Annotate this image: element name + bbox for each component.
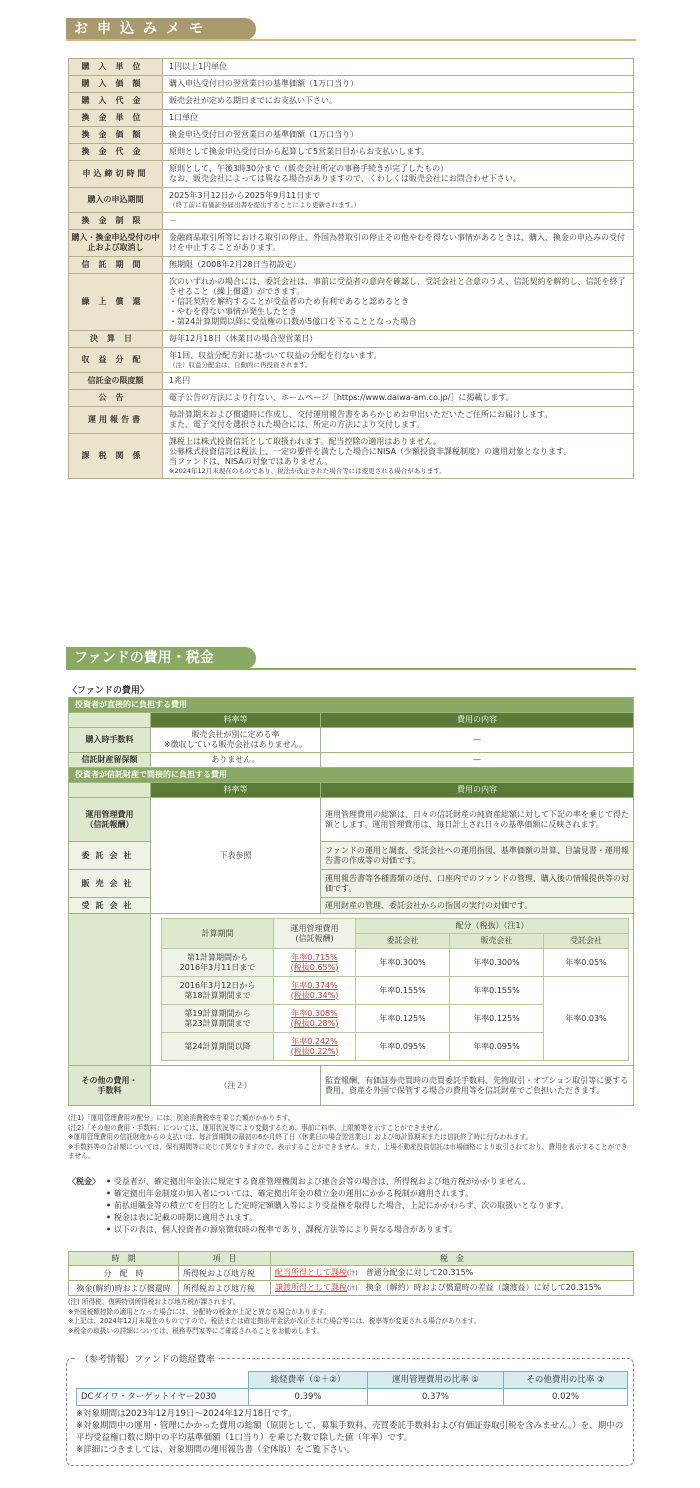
distributor-label: 販売会社: [69, 870, 151, 898]
memo-key: 換金制限: [69, 213, 163, 230]
memo-row: [69, 373, 634, 390]
memo-value-line: 原則として換金申込受付日から起算して5営業日目からお支払いします。: [169, 147, 430, 156]
memo-row: [69, 76, 634, 93]
memo-title-underline: [66, 39, 636, 41]
memo-value: [163, 331, 634, 348]
memo-value-line: －: [169, 216, 177, 225]
purchase-fee-label: 購入時手数料: [69, 728, 151, 753]
memo-value-line: 1兆円: [169, 376, 191, 385]
memo-row: [69, 127, 634, 144]
trustee-content: 運用財産の管理、委託会社からの指図の実行の対価です。: [321, 898, 634, 914]
memo-row: [69, 93, 634, 110]
memo-key: 購入代金: [69, 93, 163, 110]
memo-row: [69, 434, 634, 479]
tax-note: ※税金の取扱いの詳細については、税務専門家等にご確認されることをお勧めします。: [68, 1326, 324, 1335]
retention-content: —: [321, 753, 634, 768]
col-content-2: 費用の内容: [321, 783, 634, 798]
inner-mgmt: 年率0.308% (税抜0.28%): [274, 1005, 356, 1033]
memo-key: 信託金の限度額: [69, 373, 163, 390]
memo-value-note: ※2024年12月末現在のものであり、税法が改正された場合等には変更される場合があります。: [169, 467, 446, 475]
inner-consignor: 年率0.125%: [356, 1005, 450, 1033]
tax-bullet: [106, 1176, 569, 1188]
memo-row: [69, 59, 634, 76]
memo-key: 決算日: [69, 331, 163, 348]
memo-value-line: また、電子交付を選択された場合には、所定の方法により交付します。: [169, 420, 425, 429]
memo-row: [69, 213, 634, 230]
memo-value-line: ・第24計算期間以降に受益権の口数が5億口を下ることとなった場合: [169, 317, 417, 326]
memo-key: 信託期間: [69, 257, 163, 274]
ref-h-total: 総経費率（①＋②）: [249, 1372, 368, 1389]
tax-section: [68, 1176, 634, 1236]
fee-note: ※運用管理費用の信託財産からの支払いは、毎計算期間の最初の6か月終了日（休業日の場合翌営業日）および毎計算期末または信託終了時に行なわれます。: [68, 1133, 533, 1141]
memo-row: [69, 331, 634, 348]
memo-value: [163, 76, 634, 93]
memo-value: [163, 188, 634, 213]
consignor-label: 委託会社: [69, 842, 151, 870]
memo-value: [163, 390, 634, 407]
memo-key: 収益分配: [69, 348, 163, 373]
inner-consignor: 年率0.300%: [356, 949, 450, 977]
tax-bullet-text: 確定拠出年金制度の加入者については、確定拠出年金の積立金の運用にかかる税制が適用されます。: [113, 1189, 474, 1198]
memo-key: 運用報告書: [69, 407, 163, 434]
memo-key: 購入・換金申込受付の中止および取消し: [69, 230, 163, 257]
bullet-dot: •: [106, 1177, 114, 1186]
ref-note: ※詳細につきましては、対象期間の運用報告書（全体版）をご覧下さい。: [76, 1445, 355, 1455]
bullet-dot: •: [106, 1201, 114, 1210]
fees-subtitle: 〈ファンドの費用〉: [68, 686, 149, 696]
trustee-label: 受託会社: [69, 898, 151, 914]
fees-notes: [68, 1114, 634, 1162]
memo-key: 申込締切時間: [69, 161, 163, 188]
memo-value: [163, 348, 634, 373]
memo-value: [163, 161, 634, 188]
mgmt-fee-content: 運用管理費用の総額は、日々の信託財産の純資産総額に対して下記の率を乗じて得た額とします。運用管理費用は、毎日計上され日々の基準価額に反映されます。: [321, 798, 634, 842]
tax-bullet: [106, 1188, 569, 1200]
ref-h-other: その他費用の比率 ②: [503, 1372, 627, 1389]
inner-h-distributor: 販売会社: [449, 934, 543, 949]
memo-value-line: 公募株式投資信託は税法上、一定の要件を満たした場合にNISA（少額投資非課税制度）の適用対象となります。: [169, 447, 572, 456]
tax-bullet-text: 前払退職金等の積立てを目的とした定時定額購入等により受益権を取得した場合、上記にかかわらず、次の取扱いとなります。: [113, 1201, 569, 1210]
fees-title-underline: [66, 668, 636, 670]
memo-value-line: 当ファンドは、NISAの対象ではありません。: [169, 457, 333, 466]
inner-period: 第24計算期間以降: [162, 1033, 274, 1061]
memo-key: 購入の申込期間: [69, 188, 163, 213]
fee-note: (注2)「その他の費用・手数料」については、運用状況等により変動するため、事前に料率、上限額等を示すことができません。: [68, 1123, 447, 1132]
tax-note: (注) 所得税、復興特別所得税および地方税が課されます。: [68, 1298, 240, 1306]
inner-period: 2016年3月12日から 第18計算期間まで: [162, 977, 274, 1005]
purchase-fee-content: —: [321, 728, 634, 753]
other-fee-rate: （注２）: [151, 1066, 321, 1106]
mgmt-fee-label: 運用管理費用 （信託報酬）: [69, 798, 151, 842]
tax-note: ※上記は、2024年12月末現在のものですので、税法または確定拠出年金法が改正された場合等には、税率等が変更される場合があります。: [68, 1317, 481, 1325]
memo-row: [69, 161, 634, 188]
tax-label: 〈税金〉: [68, 1177, 100, 1186]
memo-value: [163, 230, 634, 257]
tax-h-tax: 税 金: [271, 1252, 634, 1266]
memo-row: [69, 144, 634, 161]
other-fee-label: その他の費用・ 手数料: [69, 1066, 151, 1106]
memo-table: [68, 58, 634, 479]
direct-costs-title: 投資者が直接的に負担する費用: [69, 698, 634, 713]
memo-value-line: 2025年3月12日から2025年9月11日まで: [169, 191, 321, 200]
memo-value-note: （終了前に有価証券届出書を提出することにより更新されます。）: [169, 201, 361, 209]
inner-h-mgmt: 運用管理費用 (信託報酬): [274, 919, 356, 949]
inner-distributor: 年率0.300%: [449, 949, 543, 977]
memo-row: [69, 257, 634, 274]
inner-trustee: 年率0.05%: [543, 949, 628, 977]
memo-value-line: 年1回、収益分配方針に基づいて収益の分配を行ないます。: [169, 351, 382, 360]
memo-value-line: 購入申込受付日の翌営業日の基準価額（1万口当り）: [169, 79, 359, 88]
reference-notes: [76, 1408, 628, 1456]
bullet-dot: •: [106, 1189, 114, 1198]
memo-key: 換金単位: [69, 110, 163, 127]
memo-row: [69, 230, 634, 257]
fees-section-title: ファンドの費用・税金: [66, 647, 256, 669]
memo-key: 換金価額: [69, 127, 163, 144]
memo-key: 課税関係: [69, 434, 163, 479]
memo-key: 購入価額: [69, 76, 163, 93]
tax-h-item: 項 目: [179, 1252, 271, 1266]
memo-value: [163, 127, 634, 144]
ref-other: 0.02%: [503, 1389, 627, 1406]
memo-value-line: 原則として、午後3時30分まで（販売会社所定の事務手続きが完了したもの）: [169, 164, 449, 173]
memo-value: [163, 93, 634, 110]
mgmt-fee-rate: 下表参照: [151, 798, 321, 914]
tax-bullet: [106, 1212, 569, 1224]
tax-bullet: [106, 1224, 569, 1236]
tax-time: 分 配 時: [69, 1266, 179, 1281]
memo-value-line: ・やむを得ない事情が発生したとき: [169, 307, 297, 316]
tax-desc: 配当所得として課税(注) 普通分配金に対して20.315%: [271, 1266, 634, 1281]
inner-h-trustee: 受託会社: [543, 934, 628, 949]
memo-key: 購入単位: [69, 59, 163, 76]
inner-h-alloc: 配分（税抜）（注1）: [356, 919, 629, 934]
memo-value-line: 無期限（2008年2月28日当初設定）: [169, 260, 301, 269]
memo-value: [163, 373, 634, 390]
inner-distributor: 年率0.125%: [449, 1005, 543, 1033]
col-rate: 料率等: [151, 713, 321, 728]
inner-mgmt: 年率0.242% (税抜0.22%): [274, 1033, 356, 1061]
memo-value-line: 毎計算期末および償還時に作成し、交付運用報告書をあらかじめお申出いただいたご住所にお届けします。: [169, 410, 553, 419]
memo-value-line: 電子公告の方法により行ない、ホームページ［https://www.daiwa-am.co.jp/］に掲載します。: [169, 393, 514, 402]
memo-row: [69, 188, 634, 213]
ref-note: ※対象期間中の運用・管理にかかった費用の総額（原則として、募集手数料、売買委託手数料および有価証券取引税を含みません。）を、期中の平均受益権口数に期中の平均基準価額（1口当り）を乗じた数で除した値（年率）です。: [76, 1421, 624, 1443]
col-rate-2: 料率等: [151, 783, 321, 798]
memo-row: [69, 407, 634, 434]
inner-consignor: 年率0.155%: [356, 977, 450, 1005]
inner-consignor: 年率0.095%: [356, 1033, 450, 1061]
tax-note: ※外国税額控除の適用となった場合には、分配時の税金が上記と異なる場合があります。: [68, 1307, 331, 1316]
memo-value-line: 販売会社が定める期日までにお支払い下さい。: [169, 96, 337, 105]
memo-row: [69, 274, 634, 331]
distributor-content: 運用報告書等各種書類の送付、口座内でのファンドの管理、購入後の情報提供等の対価です。: [321, 870, 634, 898]
memo-value-line: 1口単位: [169, 113, 199, 122]
memo-value-line: 毎年12月18日（休業日の場合翌営業日）: [169, 334, 318, 343]
bullet-dot: •: [106, 1213, 114, 1222]
memo-value: [163, 110, 634, 127]
memo-section-title: お申込みメモ: [66, 18, 256, 40]
inner-distributor: 年率0.155%: [449, 977, 543, 1005]
memo-value-line: 課税上は株式投資信託として取扱われます。配当控除の適用はありません。: [169, 437, 441, 446]
fee-note: (注1)「運用管理費用の配分」には、別途消費税率を乗じた額がかかります。: [68, 1114, 295, 1122]
memo-key: 繰上償還: [69, 274, 163, 331]
reference-title: （参考情報）ファンドの総経費率: [76, 1352, 219, 1365]
tax-item: 所得税および地方税: [179, 1281, 271, 1296]
inner-trustee: 年率0.03%: [543, 977, 628, 1061]
ref-total: 0.39%: [249, 1389, 368, 1406]
tax-time: 換金(解約)時および償還時: [69, 1281, 179, 1296]
tax-item: 所得税および地方税: [179, 1266, 271, 1281]
indirect-costs-title: 投資者が信託財産で間接的に負担する費用: [69, 768, 634, 783]
inner-h-consignor: 委託会社: [356, 934, 450, 949]
memo-row: [69, 110, 634, 127]
tax-notes: [68, 1298, 634, 1336]
memo-row: [69, 348, 634, 373]
tax-bullet-text: 受益者が、確定拠出年金法に規定する資産管理機関および連合会等の場合は、所得税および地方税がかかりません。: [113, 1177, 531, 1186]
memo-value: [163, 274, 634, 331]
inner-mgmt: 年率0.715% (税抜0.65%): [274, 949, 356, 977]
inner-distributor: 年率0.095%: [449, 1033, 543, 1061]
tax-h-time: 時 期: [69, 1252, 179, 1266]
inner-h-period: 計算期間: [162, 919, 274, 949]
fees-table: [68, 697, 634, 1106]
mgmt-fee-breakdown-table: [161, 918, 629, 1061]
tax-bullet-text: 税金は表に記載の時期に適用されます。: [113, 1213, 258, 1222]
memo-value-line: ・信託契約を解約することが受益者のため有利であると認めるとき: [169, 297, 409, 306]
consignor-content: ファンドの運用と調査、受託会社への運用指図、基準価額の計算、目論見書・運用報告書の作成等の対価です。: [321, 842, 634, 870]
memo-value-line: 1円以上1円単位: [169, 62, 228, 71]
memo-value-line: 換金申込受付日の翌営業日の基準価額（1万口当り）: [169, 130, 359, 139]
tax-bullet: [106, 1200, 569, 1212]
memo-value-line: 金融商品取引所等における取引の停止、外国為替取引の停止その他やむを得ない事情があるときは、購入、換金の申込みの受付けを中止することがあります。: [169, 233, 625, 252]
memo-row: [69, 390, 634, 407]
memo-value: [163, 434, 634, 479]
col-content: 費用の内容: [321, 713, 634, 728]
memo-value: [163, 213, 634, 230]
memo-value-note: （注）収益分配金は、自動的に再投資されます。: [169, 361, 312, 369]
other-fee-content: 監査報酬、有価証券売買時の売買委託手数料、先物取引・オプション取引等に要する費用、資産を外国で保管する場合の費用等を信託財産でご負担いただきます。: [321, 1066, 634, 1106]
ref-h-mgmt: 運用管理費用の比率 ①: [367, 1372, 503, 1389]
purchase-fee-rate: 販売会社が別に定める率 ※徴収している販売会社はありません。: [151, 728, 321, 753]
memo-key: 公告: [69, 390, 163, 407]
retention-rate: ありません。: [151, 753, 321, 768]
fee-note: ※手数料等の合計額については、保有期間等に応じて異なりますので、表示することができません。また、上場不動産投資信託は市場価格により取引されており、費用を表示することができません。: [68, 1142, 628, 1160]
tax-bullet-text: 以下の表は、個人投資者の源泉徴収時の税率であり、課税方法等により異なる場合があります。: [113, 1225, 458, 1234]
ref-fund-name: DCダイワ・ターゲットイヤー2030: [77, 1389, 249, 1406]
tax-table: [68, 1251, 634, 1296]
inner-mgmt: 年率0.374% (税抜0.34%): [274, 977, 356, 1005]
ref-mgmt: 0.37%: [367, 1389, 503, 1406]
memo-value: [163, 407, 634, 434]
memo-value-line: 次のいずれかの場合には、委託会社は、事前に受益者の意向を確認し、受託会社と合意のうえ、信託契約を解約し、信託を終了させること（繰上償還）ができます。: [169, 277, 626, 296]
memo-value: [163, 257, 634, 274]
bullet-dot: •: [106, 1225, 114, 1234]
expense-ratio-table: [76, 1371, 628, 1406]
memo-value: [163, 144, 634, 161]
tax-desc: 譲渡所得として課税(注) 換金（解約）時および償還時の差益（譲渡益）に対して20.315%: [271, 1281, 634, 1296]
inner-period: 第19計算期間から 第23計算期間まで: [162, 1005, 274, 1033]
memo-value-line: なお、販売会社によっては異なる場合がありますので、くわしくは販売会社にお問合わせ下さい。: [169, 174, 521, 183]
memo-key: 換金代金: [69, 144, 163, 161]
inner-period: 第1計算期間から 2016年3月11日まで: [162, 949, 274, 977]
memo-value: [163, 59, 634, 76]
ref-note: ※対象期間は2023年12月19日～2024年12月18日です。: [76, 1409, 297, 1419]
retention-label: 信託財産留保額: [69, 753, 151, 768]
